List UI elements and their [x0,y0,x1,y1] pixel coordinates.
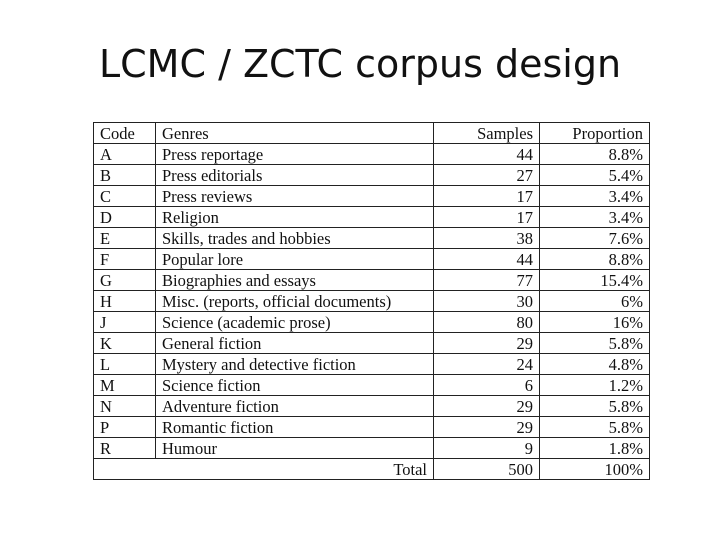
row-genre: Biographies and essays [156,270,434,291]
row-proportion: 7.6% [540,228,650,249]
row-proportion: 1.2% [540,375,650,396]
row-proportion: 5.8% [540,417,650,438]
total-proportion: 100% [540,459,650,480]
row-genre: General fiction [156,333,434,354]
row-genre: Misc. (reports, official documents) [156,291,434,312]
row-code: N [94,396,156,417]
row-genre: Adventure fiction [156,396,434,417]
row-code: L [94,354,156,375]
row-genre: Popular lore [156,249,434,270]
header-genres: Genres [156,123,434,144]
row-genre: Science (academic prose) [156,312,434,333]
row-proportion: 5.8% [540,396,650,417]
row-samples: 29 [434,417,540,438]
table-row [94,270,650,291]
table-row [94,144,650,165]
row-proportion: 8.8% [540,249,650,270]
row-proportion: 8.8% [540,144,650,165]
row-code: C [94,186,156,207]
table-row [94,417,650,438]
row-code: D [94,207,156,228]
table-row [94,312,650,333]
row-samples: 17 [434,186,540,207]
row-code: F [94,249,156,270]
row-genre: Science fiction [156,375,434,396]
row-genre: Skills, trades and hobbies [156,228,434,249]
table-row [94,396,650,417]
row-proportion: 1.8% [540,438,650,459]
header-samples: Samples [434,123,540,144]
total-row [94,459,650,480]
table-row [94,165,650,186]
row-proportion: 3.4% [540,186,650,207]
row-code: K [94,333,156,354]
row-samples: 29 [434,396,540,417]
row-samples: 44 [434,144,540,165]
header-code: Code [94,123,156,144]
row-genre: Press reviews [156,186,434,207]
row-samples: 24 [434,354,540,375]
row-proportion: 6% [540,291,650,312]
table-row [94,438,650,459]
row-code: H [94,291,156,312]
row-samples: 80 [434,312,540,333]
row-code: B [94,165,156,186]
table-header-row [94,123,650,144]
row-proportion: 5.4% [540,165,650,186]
row-genre: Romantic fiction [156,417,434,438]
table-row [94,228,650,249]
row-samples: 17 [434,207,540,228]
row-genre: Mystery and detective fiction [156,354,434,375]
row-samples: 30 [434,291,540,312]
table-row [94,354,650,375]
table-row [94,333,650,354]
row-code: A [94,144,156,165]
row-genre: Press editorials [156,165,434,186]
corpus-design-table [93,122,649,480]
table-row [94,291,650,312]
total-samples: 500 [434,459,540,480]
row-proportion: 5.8% [540,333,650,354]
row-genre: Humour [156,438,434,459]
row-samples: 29 [434,333,540,354]
row-proportion: 15.4% [540,270,650,291]
row-code: G [94,270,156,291]
row-code: P [94,417,156,438]
row-samples: 77 [434,270,540,291]
row-samples: 6 [434,375,540,396]
row-samples: 27 [434,165,540,186]
row-samples: 9 [434,438,540,459]
row-proportion: 3.4% [540,207,650,228]
row-code: M [94,375,156,396]
row-code: E [94,228,156,249]
row-proportion: 4.8% [540,354,650,375]
row-proportion: 16% [540,312,650,333]
table-row [94,207,650,228]
genre-table [93,122,650,480]
table-row [94,249,650,270]
row-code: R [94,438,156,459]
header-proportion: Proportion [540,123,650,144]
total-label: Total [94,459,434,480]
row-code: J [94,312,156,333]
row-samples: 44 [434,249,540,270]
row-genre: Religion [156,207,434,228]
slide-title: LCMC / ZCTC corpus design [98,42,622,86]
row-genre: Press reportage [156,144,434,165]
table-row [94,375,650,396]
row-samples: 38 [434,228,540,249]
table-row [94,186,650,207]
